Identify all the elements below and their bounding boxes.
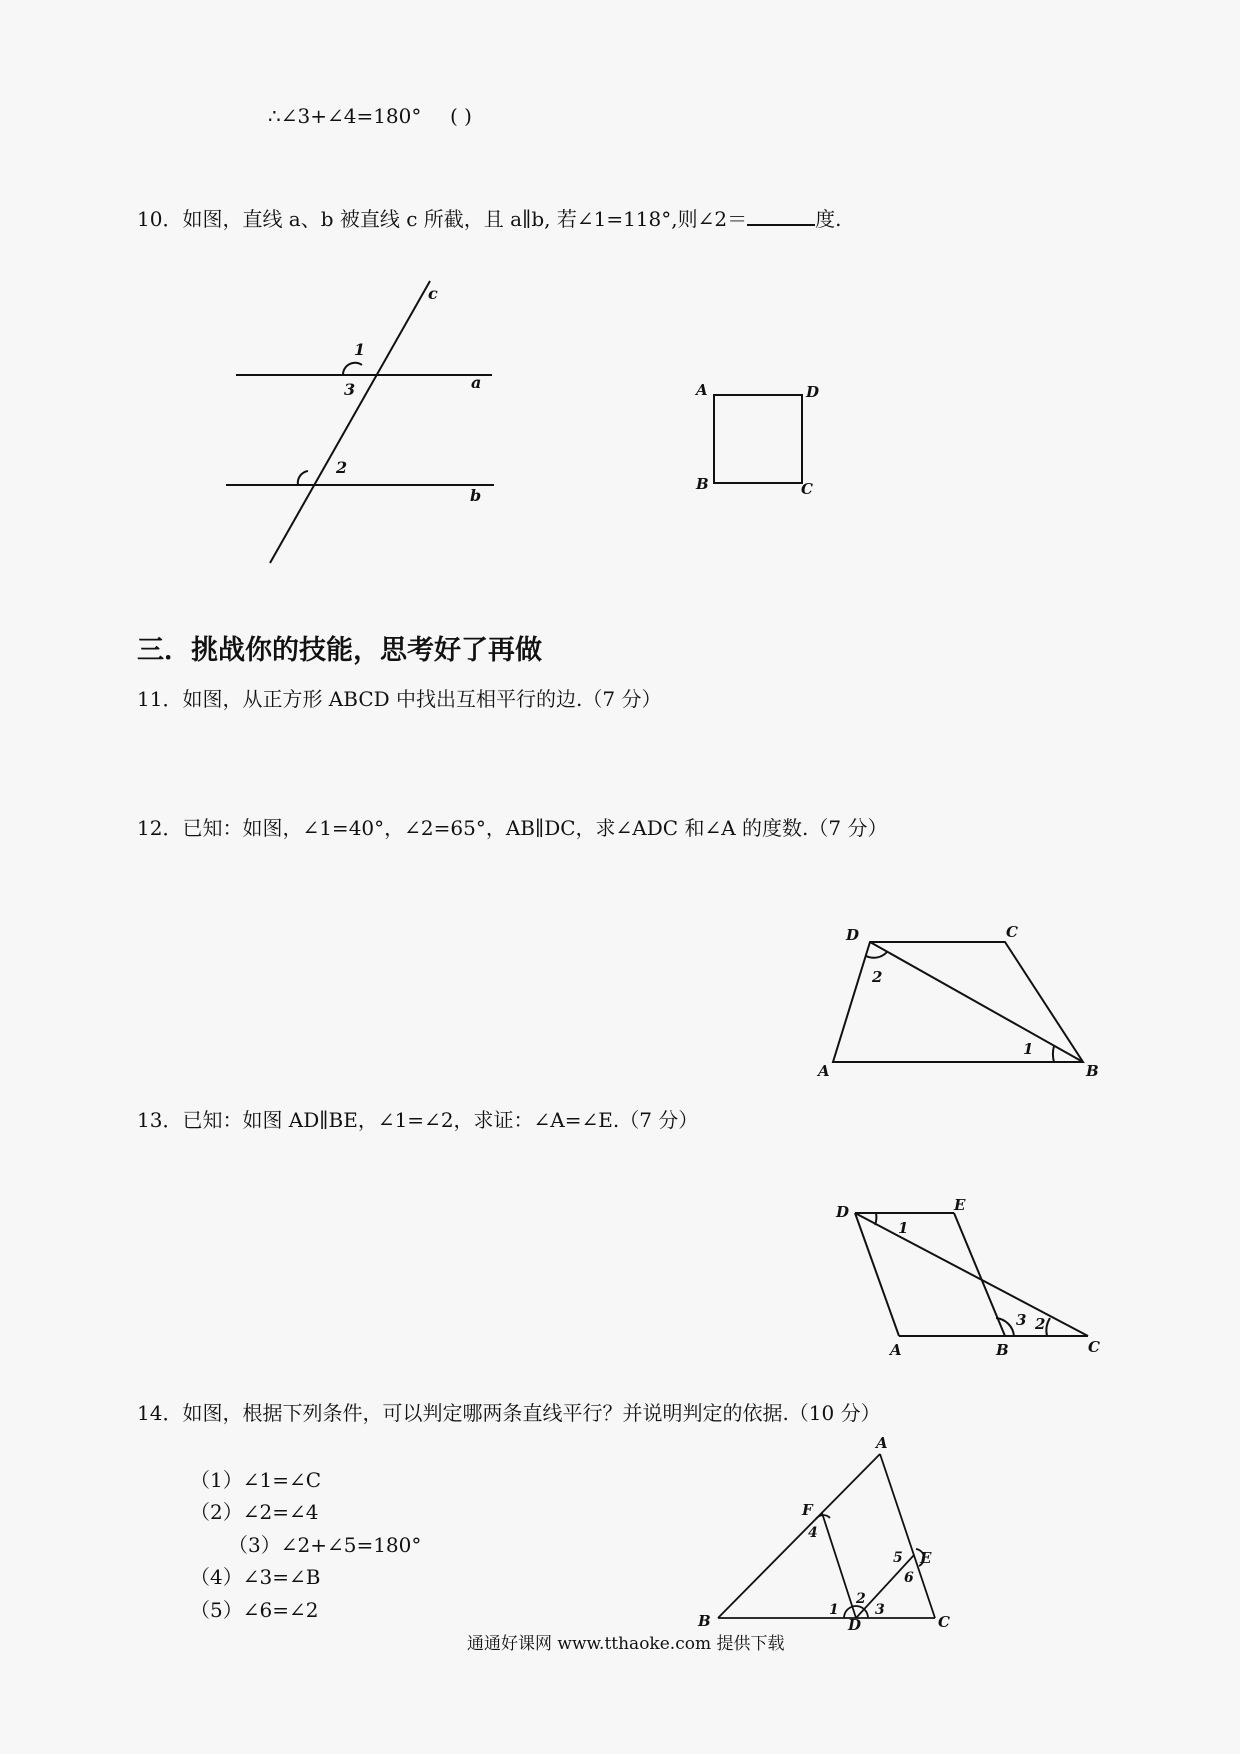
square-label-B: B (696, 475, 709, 493)
square-label-A: A (696, 381, 708, 399)
fig13-label-C: C (1088, 1338, 1100, 1356)
section-3-title: 三．挑战你的技能，思考好了再做 (137, 635, 542, 666)
square-label-C: C (801, 480, 813, 498)
q11-question: 11．如图，从正方形 ABCD 中找出互相平行的边.（7 分） (137, 687, 662, 711)
q14-condition-5: （5）∠6=∠2 (190, 1598, 319, 1622)
figure-parallel-lines (210, 265, 510, 575)
q14-question: 14．如图，根据下列条件，可以判定哪两条直线平行？并说明判定的依据.（10 分） (137, 1401, 881, 1425)
q10-text-end: 度. (815, 207, 842, 231)
q12-question: 12．已知：如图，∠1=40°，∠2=65°，AB∥DC，求∠ADC 和∠A 的度数.（7 分） (137, 816, 888, 840)
fig14-label-B: B (698, 1612, 711, 1630)
figure-triangle-abc (690, 1430, 960, 1630)
fig12-label-B: B (1086, 1062, 1099, 1080)
fig10-label-a: a (471, 373, 482, 392)
q10-answer-blank[interactable] (747, 208, 815, 226)
fig12-label-A: A (818, 1062, 830, 1080)
fig14-label-6: 6 (904, 1570, 914, 1586)
fig14-label-3: 3 (875, 1602, 885, 1618)
fig14-label-4: 4 (808, 1525, 818, 1541)
fig14-label-F: F (802, 1501, 813, 1519)
fig14-label-D: D (848, 1616, 862, 1630)
q10-question (137, 203, 841, 232)
fig12-label-D: D (846, 926, 860, 944)
fig13-label-B: B (996, 1341, 1009, 1359)
fig12-label-1: 1 (1023, 1040, 1034, 1058)
fig10-label-1: 1 (354, 340, 366, 359)
square-label-D: D (806, 383, 820, 401)
fig14-label-A: A (876, 1434, 888, 1452)
fig14-label-E: E (920, 1549, 932, 1567)
figure-square-abcd (690, 375, 830, 505)
fig13-label-1: 1 (898, 1219, 909, 1237)
figure-parallelogram-d-e (830, 1195, 1120, 1365)
fig12-label-2: 2 (872, 968, 883, 986)
q13-question: 13．已知：如图 AD∥BE，∠1=∠2，求证：∠A=∠E.（7 分） (137, 1108, 699, 1132)
fig13-label-2: 2 (1035, 1315, 1046, 1333)
q14-condition-3: （3）∠2+∠5=180° (228, 1533, 422, 1557)
footer-source: 通通好课网 www.tthaoke.com 提供下载 (467, 1634, 785, 1654)
q14-condition-2: （2）∠2=∠4 (190, 1500, 319, 1524)
fig13-label-3: 3 (1016, 1311, 1027, 1329)
q10-text: 10．如图，直线 a、b 被直线 c 所截，且 a∥b, 若∠1=118°,则∠2＝ (137, 207, 748, 231)
fig14-label-5: 5 (893, 1550, 903, 1566)
fig10-label-b: b (470, 486, 482, 505)
q14-condition-4: （4）∠3=∠B (190, 1565, 321, 1589)
fig10-label-c: c (428, 284, 438, 303)
q9-reason-paren: ( ) (450, 104, 472, 128)
q9-statement: ∴∠3+∠4=180° (268, 104, 422, 128)
fig12-label-C: C (1006, 923, 1018, 941)
fig10-label-3: 3 (344, 380, 356, 399)
fig14-label-2: 2 (856, 1591, 866, 1607)
fig10-label-2: 2 (336, 458, 348, 477)
fig13-label-A: A (890, 1341, 902, 1359)
figure-trapezoid (810, 920, 1110, 1080)
fig14-label-C: C (938, 1613, 950, 1630)
fig13-label-D: D (836, 1203, 850, 1221)
fig13-label-E: E (954, 1196, 966, 1214)
fig14-label-1: 1 (829, 1602, 839, 1618)
q14-condition-1: （1）∠1=∠C (190, 1468, 322, 1492)
